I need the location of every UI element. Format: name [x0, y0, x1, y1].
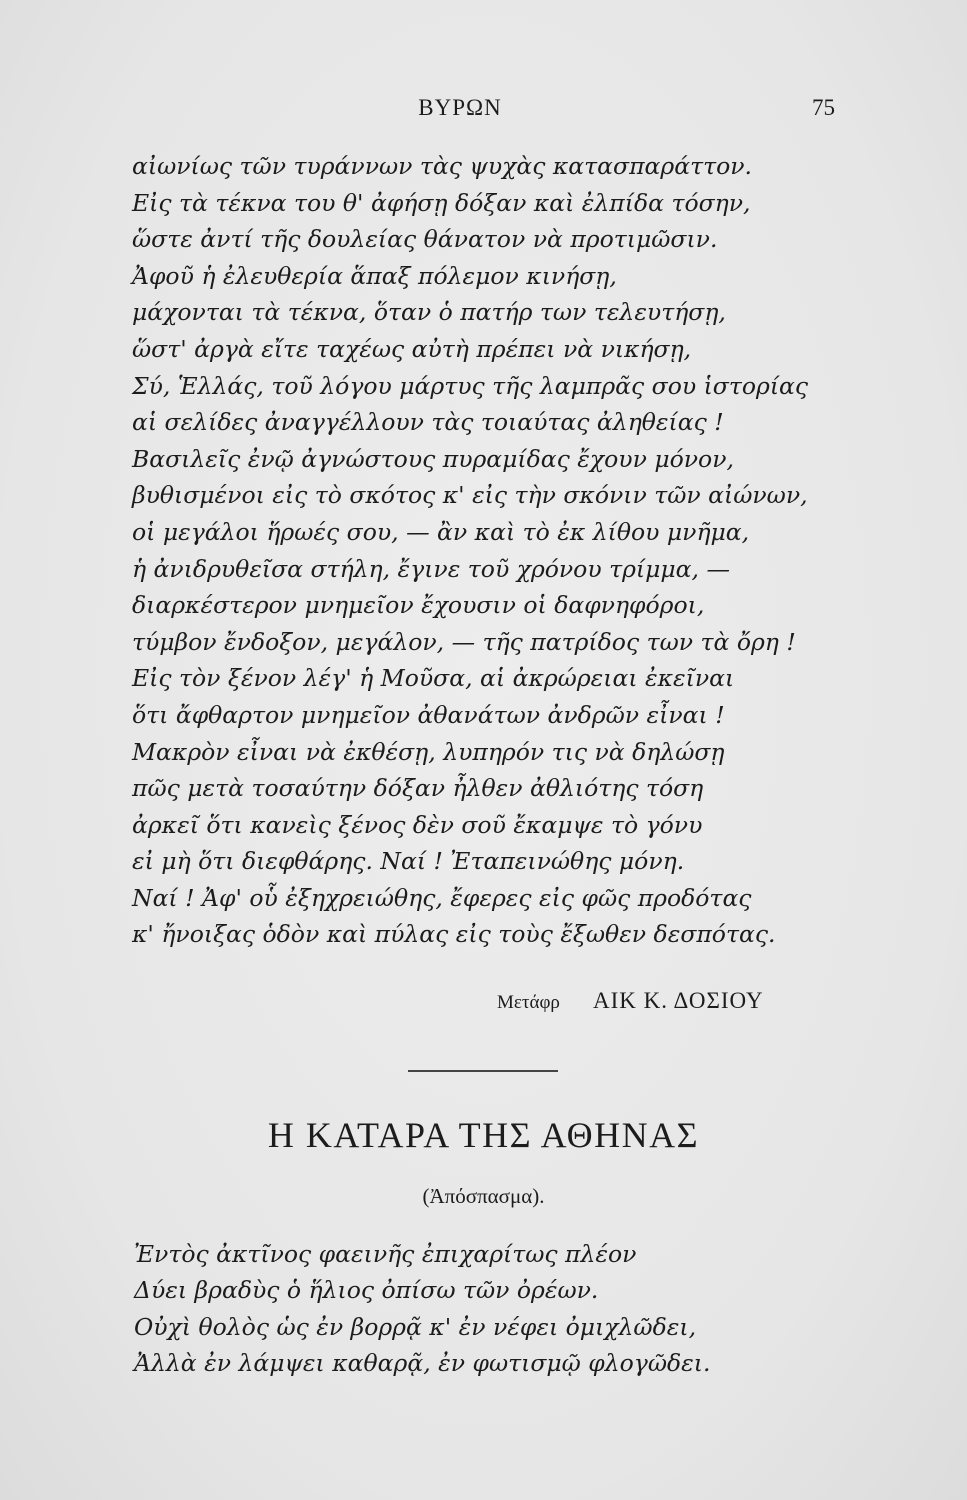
translator-credit: [0, 988, 967, 1018]
poem-line: εἰ μὴ ὅτι διεφθάρης. Ναί ! Ἐταπεινώθης μόνη.: [132, 847, 685, 876]
poem-line: Μακρὸν εἶναι νὰ ἐκθέσῃ, λυπηρόν τις νὰ δηλώσῃ: [132, 737, 725, 766]
excerpt-line: Οὐχὶ θολὸς ὡς ἐν βορρᾷ κ' ἐν νέφει ὀμιχλῶδει,: [134, 1312, 697, 1341]
section-divider: [408, 1070, 558, 1072]
poem-line: ὥστ' ἀργὰ εἴτε ταχέως αὐτὴ πρέπει νὰ νικήσῃ,: [132, 334, 692, 363]
section-title: Η ΚΑΤΑΡΑ ΤΗΣ ΑΘΗΝΑΣ: [267, 1115, 700, 1155]
poem-line: διαρκέστερον μνημεῖον ἔχουσιν οἱ δαφνηφόροι,: [132, 591, 705, 620]
poem-line: ὥστε ἀντί τῆς δουλείας θάνατον νὰ προτιμῶσιν.: [132, 225, 718, 254]
excerpt-stanza: [134, 1236, 834, 1382]
excerpt-line: Ἐντὸς ἀκτῖνος φαεινῆς ἐπιχαρίτως πλέον: [134, 1240, 637, 1268]
poem-line: Ἀφοῦ ἡ ἐλευθερία ἅπαξ πόλεμον κινήσῃ,: [132, 261, 617, 290]
poem-line: μάχονται τὰ τέκνα, ὅταν ὁ πατήρ των τελευτήσῃ,: [132, 298, 726, 327]
poem-line: αἰωνίως τῶν τυράννων τὰς ψυχὰς κατασπαράττον.: [132, 152, 752, 180]
translator-name: ΑΙΚ Κ. ΔΟΣΙΟΥ: [593, 988, 764, 1013]
poem-line: οἱ μεγάλοι ἥρωές σου, — ἂν καὶ τὸ ἐκ λίθου μνῆμα,: [132, 517, 750, 546]
poem-line: Ναί ! Ἀφ' οὗ ἐξηχρειώθης, ἔφερες εἰς φῶς προδότας: [132, 883, 752, 912]
excerpt-line: Ἀλλὰ ἐν λάμψει καθαρᾷ, ἐν φωτισμῷ φλογῶδει.: [134, 1349, 711, 1378]
poem-line: βυθισμένοι εἰς τὸ σκότος κ' εἰς τὴν σκόνιν τῶν αἰώνων,: [132, 481, 808, 510]
translator-abbr: Μετάφρ: [497, 992, 560, 1013]
page-number: 75: [812, 95, 835, 120]
poem-stanza: [132, 148, 832, 953]
excerpt-line: Δύει βραδὺς ὁ ἥλιος ὀπίσω τῶν ὀρέων.: [134, 1276, 599, 1305]
poem-line: πῶς μετὰ τοσαύτην δόξαν ἦλθεν ἀθλιότης τόση: [132, 774, 704, 803]
poem-line: ἡ ἀνιδρυθεῖσα στήλη, ἔγινε τοῦ χρόνου τρίμμα, —: [132, 554, 730, 583]
poem-line: Σύ, Ἑλλάς, τοῦ λόγου μάρτυς τῆς λαμπρᾶς σου ἱστορίας: [132, 371, 809, 400]
poem-line: ὅτι ἄφθαρτον μνημεῖον ἀθανάτων ἀνδρῶν εἶναι !: [132, 700, 725, 729]
section-subtitle: (Ἀπόσπασμα).: [422, 1184, 545, 1208]
poem-line: ἀρκεῖ ὅτι κανεὶς ξένος δὲν σοῦ ἔκαμψε τὸ γόνυ: [132, 810, 703, 839]
poem-line: Εἰς τὸν ξένον λέγ' ἡ Μοῦσα, αἱ ἀκρώρειαι ἐκεῖναι: [132, 664, 735, 693]
poem-line: αἱ σελίδες ἀναγγέλλουν τὰς τοιαύτας ἀληθείας !: [132, 408, 724, 437]
poem-line: Βασιλεῖς ἐνῷ ἀγνώστους πυραμίδας ἔχουν μόνον,: [132, 444, 734, 473]
running-title: ΒΥΡΩΝ: [418, 95, 502, 120]
poem-line: Εἰς τὰ τέκνα του θ' ἀφήσῃ δόξαν καὶ ἐλπίδα τόσην,: [132, 188, 751, 217]
poem-line: τύμβον ἔνδοξον, μεγάλον, — τῆς πατρίδος των τὰ ὄρη !: [132, 627, 796, 656]
poem-line: κ' ἤνοιξας ὁδὸν καὶ πύλας εἰς τοὺς ἔξωθεν δεσπότας.: [132, 920, 776, 949]
running-header: [0, 95, 967, 125]
